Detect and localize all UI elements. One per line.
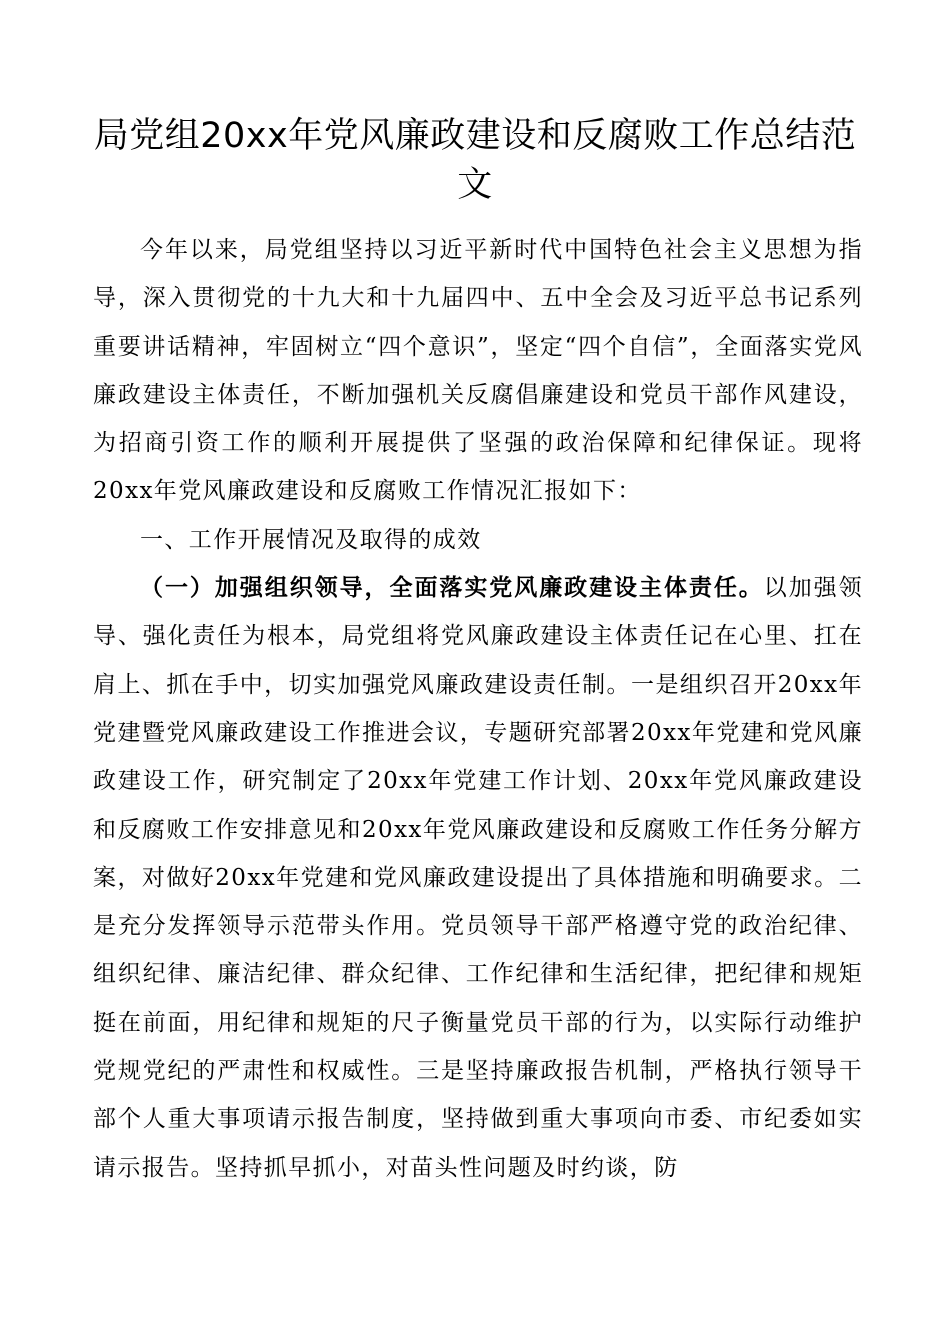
subsection-lead: （一）加强组织领导，全面落实党风廉政建设主体责任。 <box>140 575 764 602</box>
section-paragraph <box>93 564 863 1192</box>
subsection-text: 以加强领导、强化责任为根本，局党组将党风廉政建设主体责任记在心里、扛在肩上、抓在手中，切实加强党风廉政建设责任制。一是组织召开20xx年党建暨党风廉政建设工作推进会议，专题研究部署20xx年党建和党风廉政建设工作，研究制定了20xx年党建工作计划、20xx年党风廉政建设和反腐败工作安排意见和20xx年党风廉政建设和反腐败工作任务分解方案，对做好20xx年党建和党风廉政建设提出了具体措施和明确要求。二是充分发挥领导示范带头作用。党员领导干部严格遵守党的政治纪律、组织纪律、廉洁纪律、群众纪律、工作纪律和生活纪律，把纪律和规矩挺在前面，用纪律和规矩的尺子衡量党员干部的行为，以实际行动维护党规党纪的严肃性和权威性。三是坚持廉政报告机制，严格执行领导干部个人重大事项请示报告制度，坚持做到重大事项向市委、市纪委如实请示报告。坚持抓早抓小，对苗头性问题及时约谈，防 <box>93 575 863 1181</box>
document-title: 局党组20xx年党风廉政建设和反腐败工作总结范文 <box>93 116 857 205</box>
section-heading: 一、工作开展情况及取得的成效 <box>140 526 482 553</box>
document-body <box>93 226 863 1192</box>
intro-paragraph: 今年以来，局党组坚持以习近平新时代中国特色社会主义思想为指导，深入贯彻党的十九大和十九届四中、五中全会及习近平总书记系列重要讲话精神，牢固树立“四个意识”，坚定“四个自信”，全面落实党风廉政建设主体责任，不断加强机关反腐倡廉建设和党员干部作风建设，为招商引资工作的顺利开展提供了坚强的政治保障和纪律保证。现将20xx年党风廉政建设和反腐败工作情况汇报如下： <box>93 237 863 505</box>
